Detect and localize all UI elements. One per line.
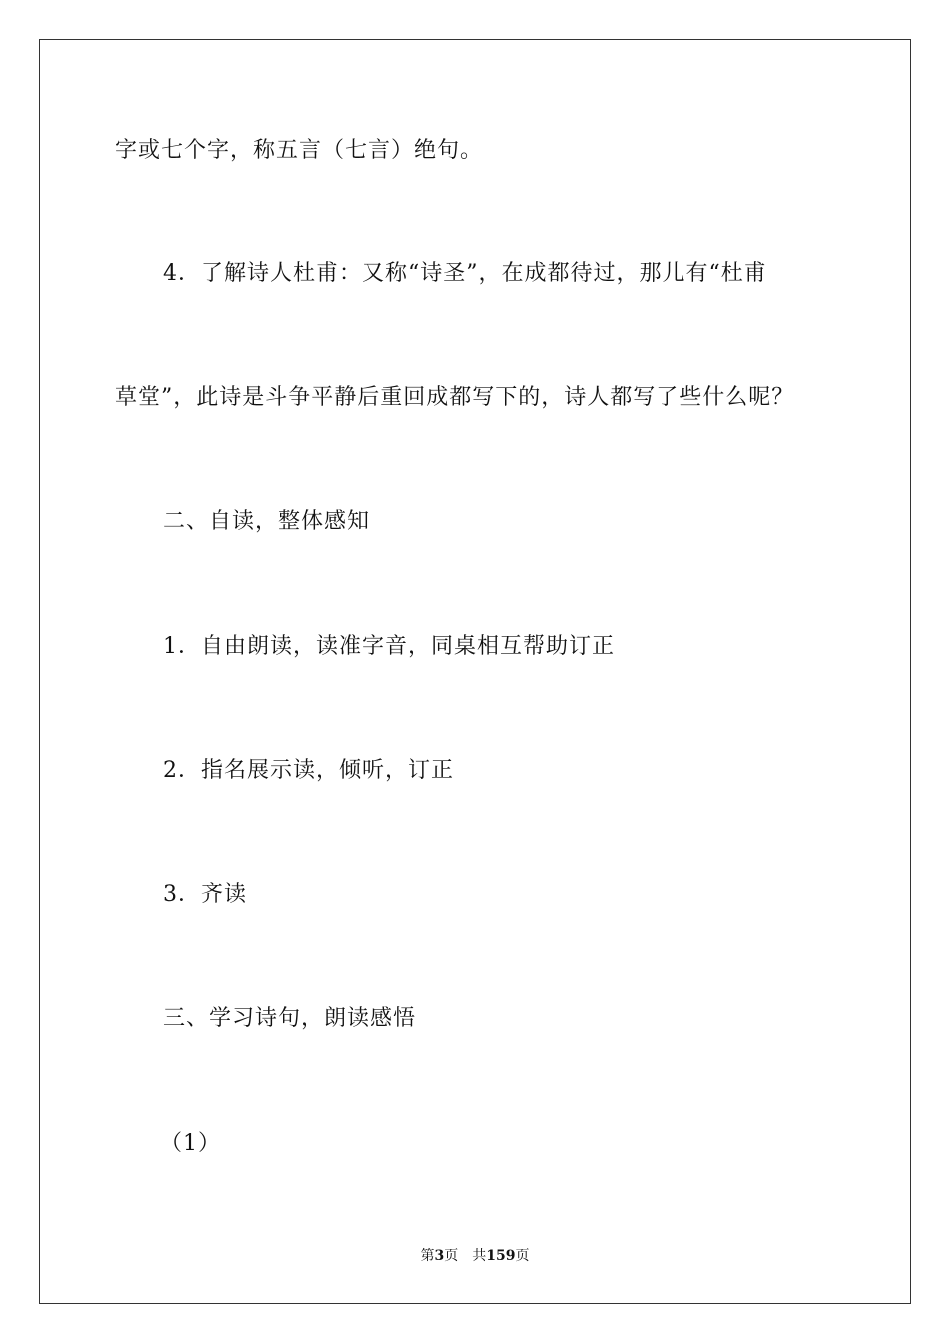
sub-item-1: （1） — [160, 1131, 221, 1156]
page-prefix: 第 — [420, 1248, 435, 1264]
page-suffix: 页 — [444, 1248, 459, 1264]
page-border — [39, 39, 911, 1304]
section-heading-3: 三、学习诗句，朗读感悟 — [163, 1006, 417, 1031]
list-item-1: 1．自由朗读，读准字音，同桌相互帮助订正 — [163, 634, 615, 659]
paragraph-line-2: 4．了解诗人杜甫：又称“诗圣”，在成都待过，那儿有“杜甫 — [163, 261, 767, 286]
paragraph-line-3: 草堂”，此诗是斗争平静后重回成都写下的，诗人都写了些什么呢？ — [115, 385, 795, 410]
total-pages: 159 — [486, 1248, 516, 1264]
list-item-3: 3．齐读 — [163, 882, 247, 907]
total-prefix: 共 — [472, 1248, 487, 1264]
page-footer — [0, 1247, 950, 1265]
total-suffix: 页 — [515, 1248, 530, 1264]
paragraph-line-1: 字或七个字，称五言（七言）绝句。 — [115, 138, 484, 163]
page-number: 3 — [434, 1248, 445, 1264]
list-item-2: 2．指名展示读，倾听，订正 — [163, 758, 454, 783]
section-heading-2: 二、自读，整体感知 — [163, 509, 371, 534]
